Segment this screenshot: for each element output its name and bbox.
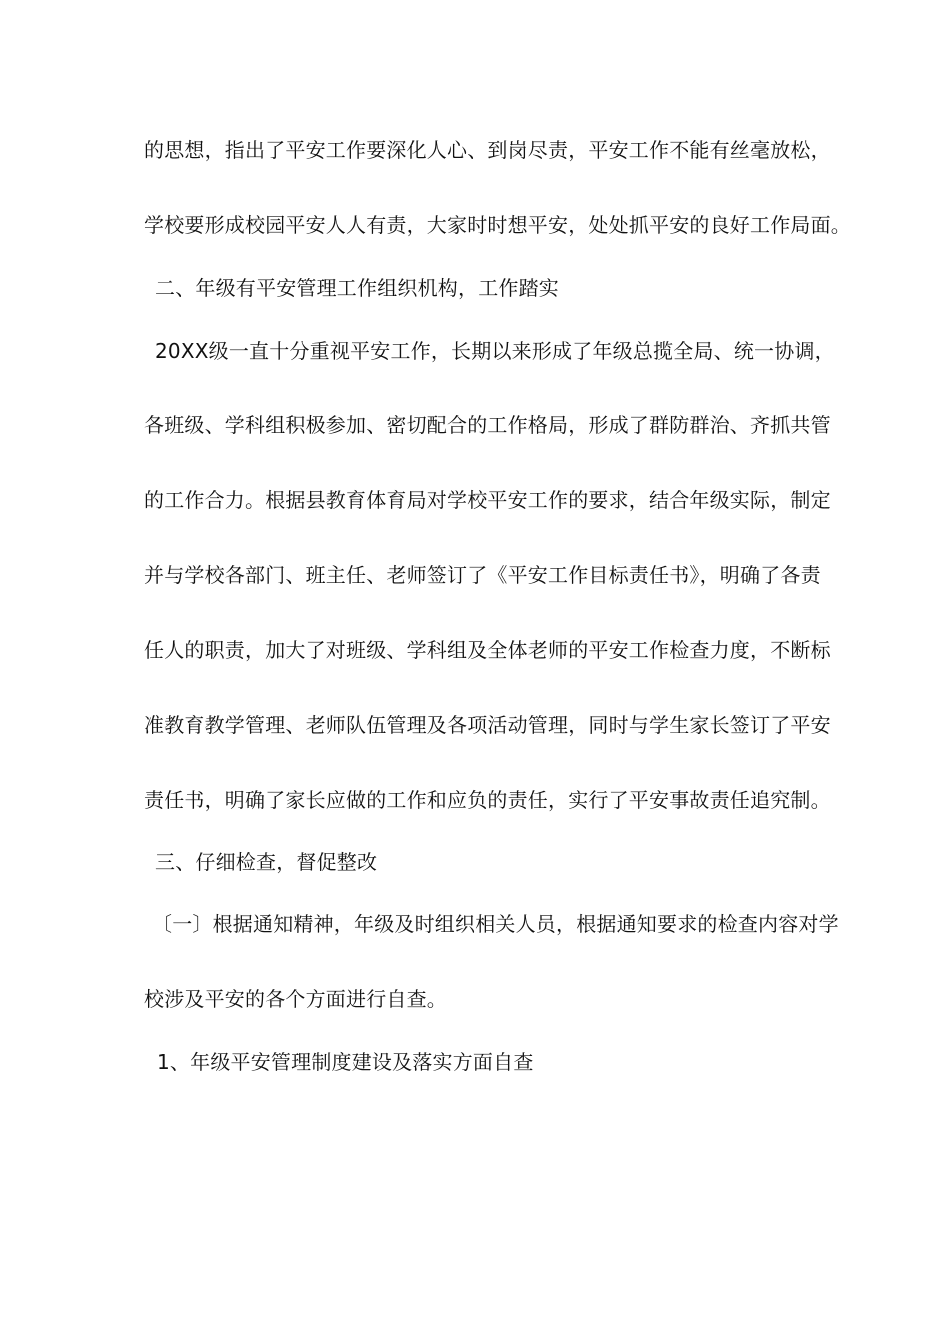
paragraph-line-3: 20XX级一直十分重视平安工作，长期以来形成了年级总揽全局、统一协调， [155, 339, 835, 363]
paragraph-line-9: 责任书，明确了家长应做的工作和应负的责任，实行了平安事故责任追究制。 [144, 788, 831, 812]
paragraph-line-4: 各班级、学科组积极参加、密切配合的工作格局，形成了群防群治、齐抓共管 [144, 413, 831, 437]
paragraph-line-1: 的思想，指出了平安工作要深化人心、到岗尽责，平安工作不能有丝毫放松， [144, 138, 831, 162]
paragraph-line-7: 任人的职责，加大了对班级、学科组及全体老师的平安工作检查力度，不断标 [144, 638, 831, 662]
section-heading-3: 三、仔细检查，督促整改 [155, 850, 378, 874]
paragraph-line-5: 的工作合力。根据县教育体育局对学校平安工作的要求，结合年级实际，制定 [144, 488, 831, 512]
paragraph-line-6: 并与学校各部门、班主任、老师签订了《平安工作目标责任书》，明确了各责 [144, 563, 821, 587]
paragraph-line-10: 〔一〕根据通知精神，年级及时组织相关人员，根据通知要求的检查内容对学 [152, 912, 839, 936]
paragraph-line-2: 学校要形成校园平安人人有责，大家时时想平安，处处抓平安的良好工作局面。 [144, 213, 851, 237]
subsection-heading-1: 1、年级平安管理制度建设及落实方面自查 [157, 1050, 534, 1074]
section-heading-2: 二、年级有平安管理工作组织机构，工作踏实 [155, 276, 559, 300]
paragraph-line-8: 准教育教学管理、老师队伍管理及各项活动管理，同时与学生家长签订了平安 [144, 713, 831, 737]
paragraph-line-11: 校涉及平安的各个方面进行自查。 [144, 987, 447, 1011]
